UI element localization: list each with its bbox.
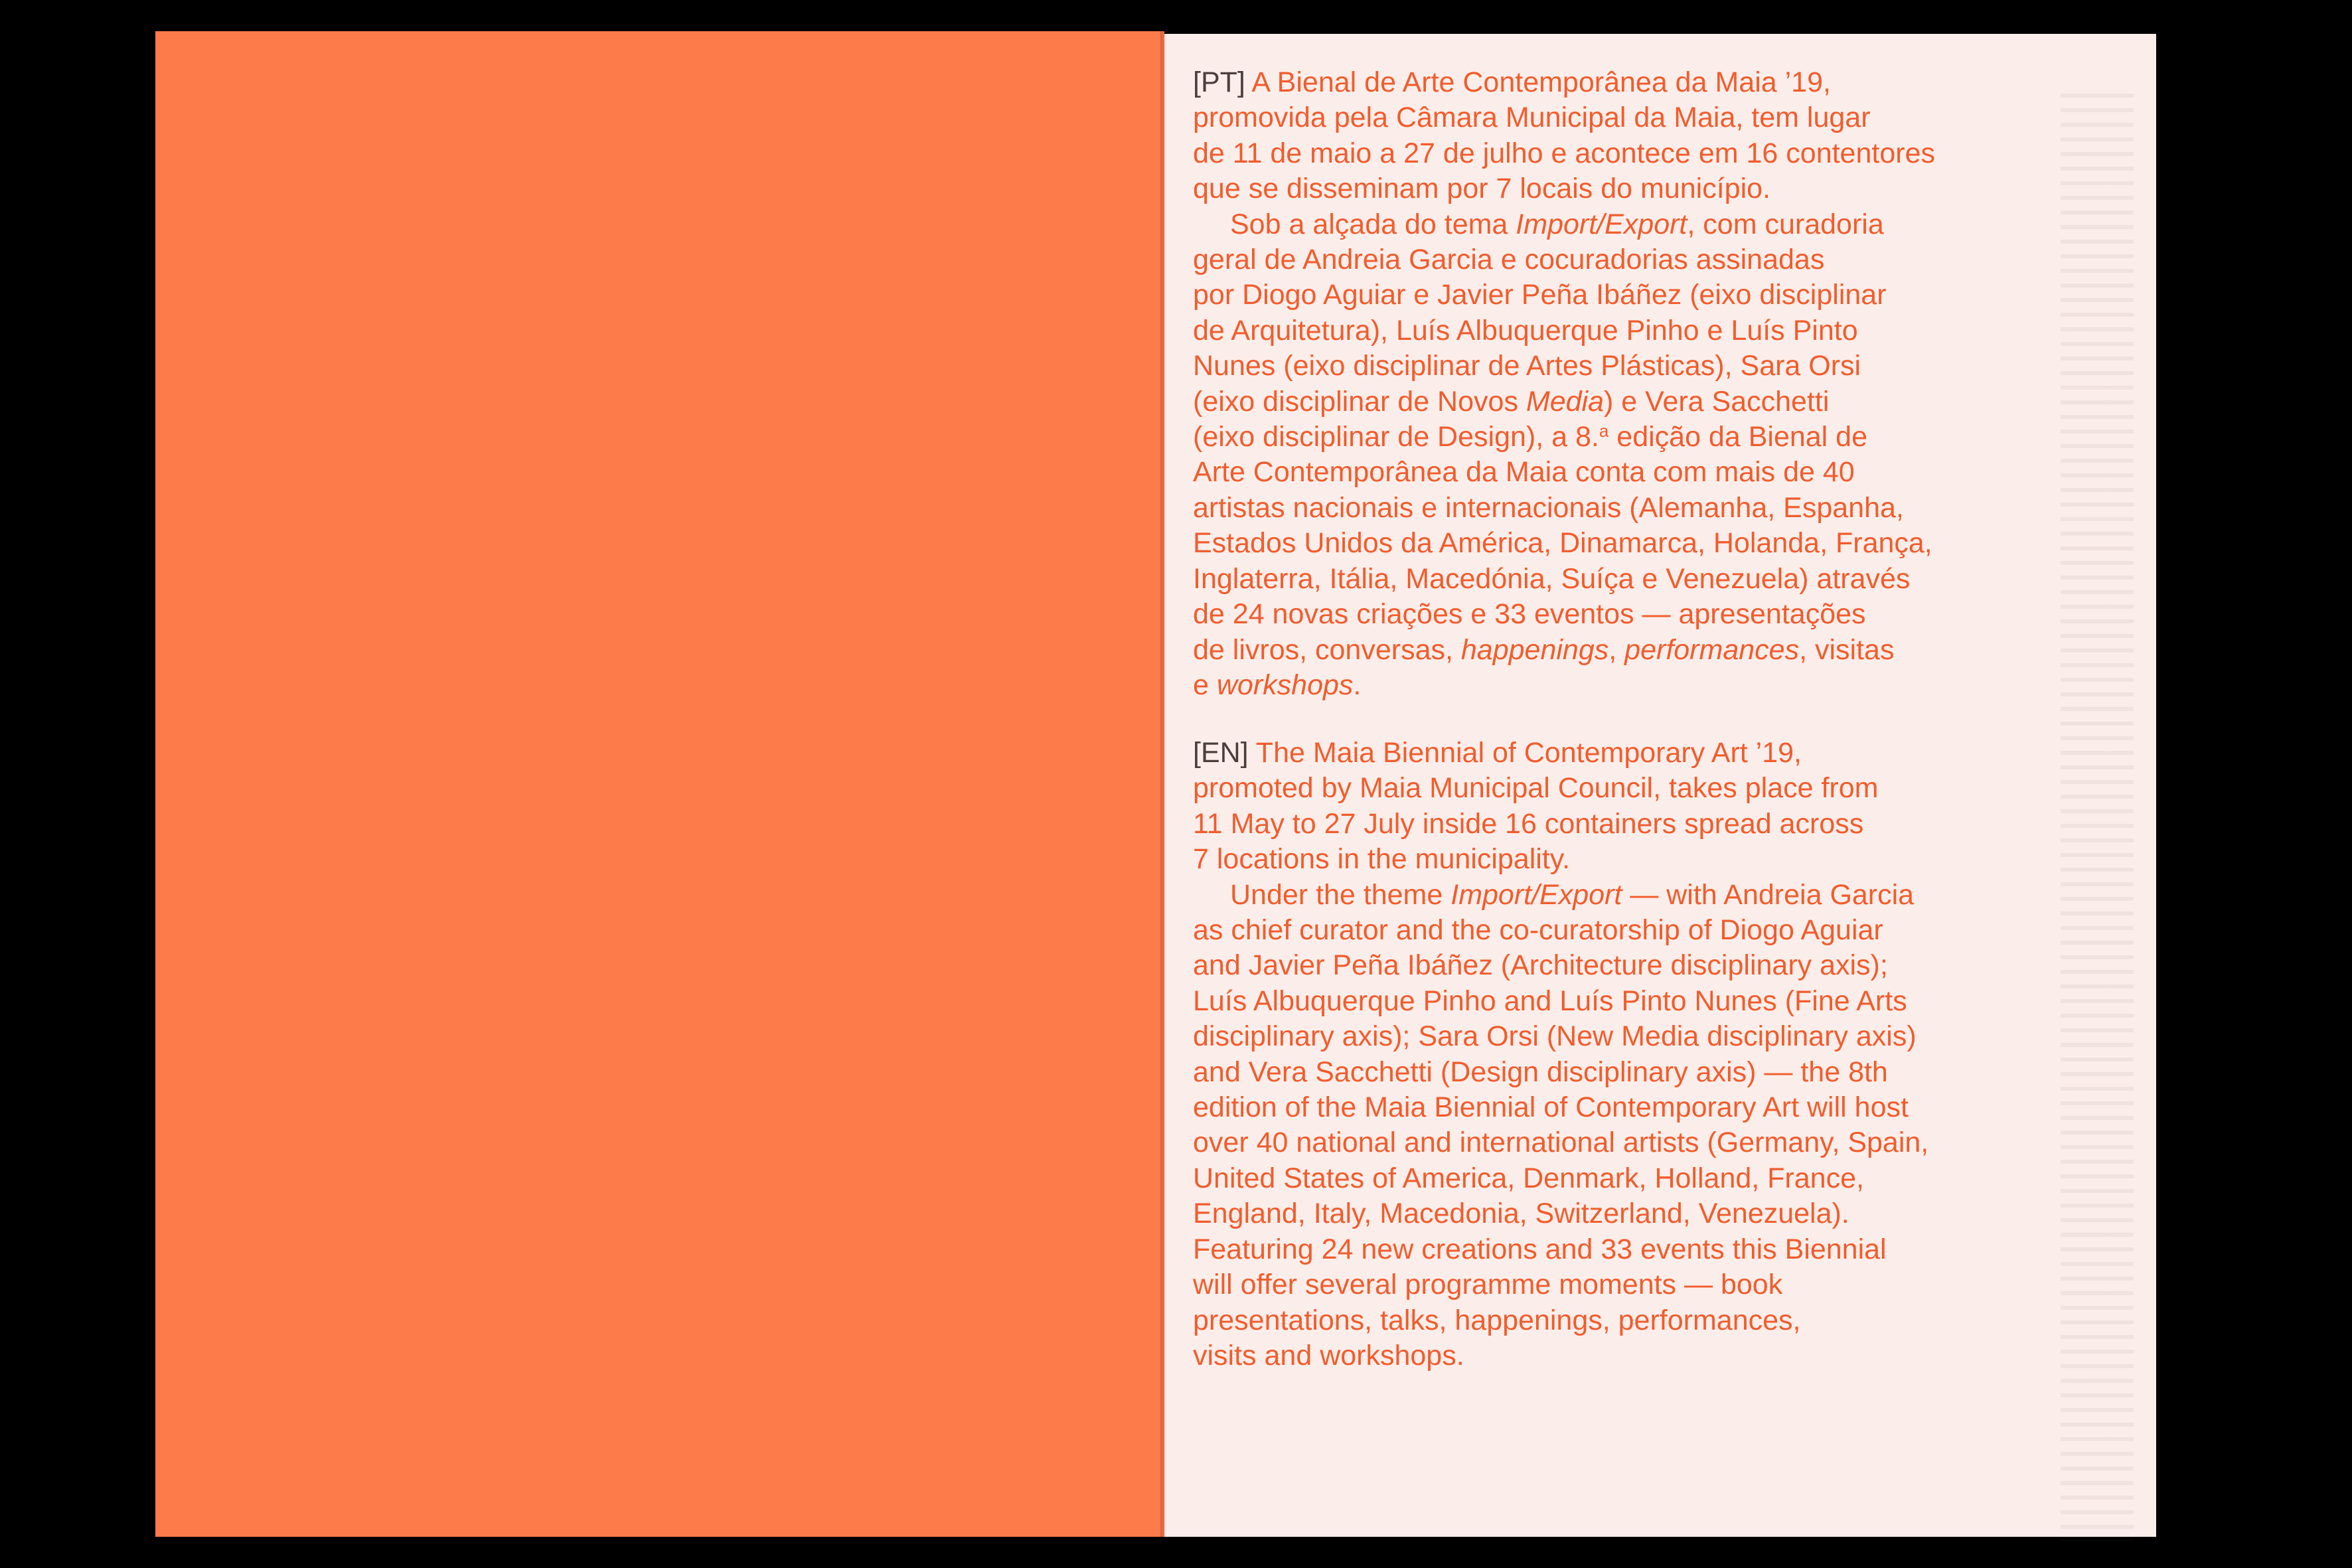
lang-tag-en: [EN] xyxy=(1193,737,1249,769)
text-line: de 11 de maio a 27 de julho e acontece em 16 contentores xyxy=(1193,137,1935,169)
text-line: United States of America, Denmark, Holland, France, xyxy=(1193,1162,1864,1194)
text-line: por Diogo Aguiar e Javier Peña Ibáñez (eixo disciplinar xyxy=(1193,279,1887,311)
text-line: Arte Contemporânea da Maia conta com mais de 40 xyxy=(1193,456,1855,489)
text-line: presentations, talks, happenings, performances, xyxy=(1193,1304,1801,1336)
lang-tag-pt: [PT] xyxy=(1193,66,1245,98)
text-line: promoted by Maia Municipal Council, takes place from xyxy=(1193,772,1879,805)
text-line: (eixo disciplinar de Design), a 8.$^a$ edição da Bienal de xyxy=(1193,421,1868,453)
text-line: de 24 novas criações e 33 eventos — apresentações xyxy=(1193,598,1866,631)
english-text-block xyxy=(1193,736,2049,1373)
text-line: 11 May to 27 July inside 16 containers spread across xyxy=(1193,807,1864,840)
text-line: Nunes (eixo disciplinar de Artes Plásticas), Sara Orsi xyxy=(1193,350,1861,382)
text-line: disciplinary axis); Sara Orsi (New Media disciplinary axis) xyxy=(1193,1020,1917,1053)
showthrough-texture xyxy=(2061,94,2134,1541)
text-line: [EN] The Maia Biennial of Contemporary Art ’19, xyxy=(1193,737,1802,769)
text-line: Sob a alçada do tema Import/Export, com curadoria xyxy=(1230,208,1884,240)
text-line: e workshops. xyxy=(1193,668,1362,701)
text-line: (eixo disciplinar de Novos Media) e Vera Sacchetti xyxy=(1193,385,1830,418)
text-line: Estados Unidos da América, Dinamarca, Holanda, França, xyxy=(1193,527,1932,560)
left-page-orange xyxy=(155,31,1164,1537)
text-line: [PT] A Bienal de Arte Contemporânea da Maia ’19, xyxy=(1193,66,1831,98)
page-gutter xyxy=(1160,31,1167,1537)
text-line: Inglaterra, Itália, Macedónia, Suíça e Venezuela) através xyxy=(1193,562,1911,595)
text-line: will offer several programme moments — book xyxy=(1193,1269,1783,1301)
text-line: promovida pela Câmara Municipal da Maia, tem lugar xyxy=(1193,102,1871,134)
text-line: que se disseminam por 7 locais do município. xyxy=(1193,173,1770,205)
text-line: artistas nacionais e internacionais (Alemanha, Espanha, xyxy=(1193,491,1904,524)
text-line: Under the theme Import/Export — with Andreia Garcia xyxy=(1230,878,1915,911)
text-line: and Javier Peña Ibáñez (Architecture disciplinary axis); xyxy=(1193,949,1888,982)
text-line: de Arquitetura), Luís Albuquerque Pinho e Luís Pinto xyxy=(1193,314,1858,347)
text-line: over 40 national and international artists (Germany, Spain, xyxy=(1193,1127,1929,1159)
text-line: and Vera Sacchetti (Design disciplinary axis) — the 8th xyxy=(1193,1056,1888,1088)
text-line: geral de Andreia Garcia e cocuradorias assinadas xyxy=(1193,244,1825,276)
text-line: de livros, conversas, happenings, performances, visitas xyxy=(1193,633,1895,666)
text-line: Featuring 24 new creations and 33 events this Biennial xyxy=(1193,1233,1887,1265)
text-line: as chief curator and the co-curatorship of Diogo Aguiar xyxy=(1193,914,1883,947)
text-line: edition of the Maia Biennial of Contemporary Art will host xyxy=(1193,1091,1909,1124)
portuguese-text-block xyxy=(1193,65,2049,703)
text-line: visits and workshops. xyxy=(1193,1339,1464,1372)
text-line: Luís Albuquerque Pinho and Luís Pinto Nunes (Fine Arts xyxy=(1193,984,1907,1017)
text-line: 7 locations in the municipality. xyxy=(1193,843,1571,876)
text-line: England, Italy, Macedonia, Switzerland, Venezuela). xyxy=(1193,1198,1849,1230)
